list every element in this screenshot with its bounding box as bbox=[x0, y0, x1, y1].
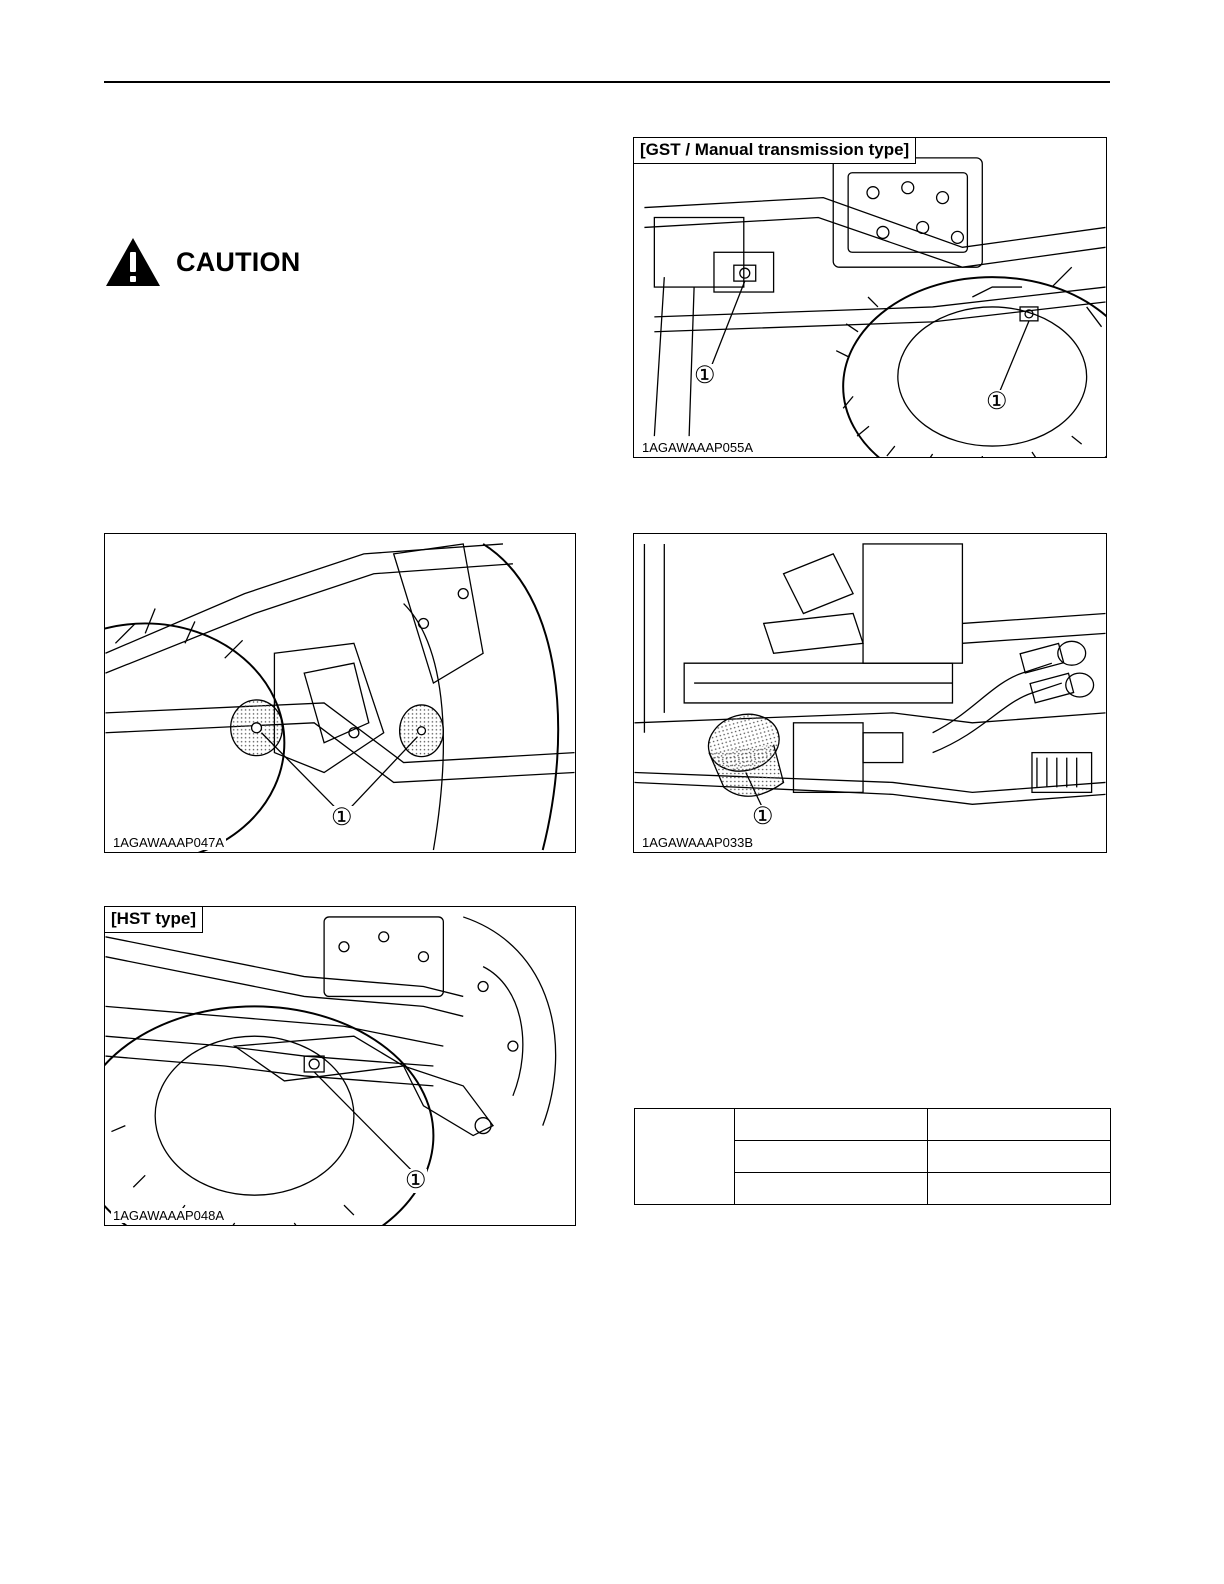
tractor-underside-illustration bbox=[634, 138, 1106, 457]
figure-code: 1AGAWAAAP033B bbox=[642, 835, 754, 850]
table-cell bbox=[735, 1173, 928, 1205]
figure-oil-filter bbox=[633, 533, 1107, 853]
figure-hydraulic-strainers bbox=[104, 533, 576, 853]
figure-hst-drain-plug bbox=[104, 906, 576, 1226]
figure-code: 1AGAWAAAP055A bbox=[642, 440, 754, 455]
caution-heading bbox=[104, 234, 300, 290]
figure-code: 1AGAWAAAP048A bbox=[113, 1208, 225, 1223]
capacity-table bbox=[634, 1108, 1111, 1205]
figure-code: 1AGAWAAAP047A bbox=[113, 835, 225, 850]
caution-label: CAUTION bbox=[176, 246, 301, 277]
table-cell bbox=[928, 1173, 1111, 1205]
figure-gst-drain-plugs bbox=[633, 137, 1107, 458]
tractor-underside-illustration bbox=[105, 907, 575, 1225]
callout-1: ① bbox=[986, 388, 1008, 415]
callout-1: ① bbox=[331, 804, 353, 831]
table-row bbox=[635, 1109, 1111, 1141]
figure-caption-tag: [HST type] bbox=[105, 907, 203, 933]
warning-triangle-icon bbox=[104, 236, 162, 288]
tractor-underside-illustration bbox=[634, 534, 1106, 852]
table-cell bbox=[735, 1141, 928, 1173]
table-cell bbox=[635, 1109, 735, 1205]
callout-1: ① bbox=[694, 362, 716, 389]
header-rule bbox=[104, 81, 1110, 83]
table-cell bbox=[735, 1109, 928, 1141]
callout-1: ① bbox=[752, 803, 774, 830]
figure-caption-tag: [GST / Manual transmission type] bbox=[634, 138, 916, 164]
table-cell bbox=[928, 1141, 1111, 1173]
table-cell bbox=[928, 1109, 1111, 1141]
callout-1: ① bbox=[405, 1167, 427, 1194]
